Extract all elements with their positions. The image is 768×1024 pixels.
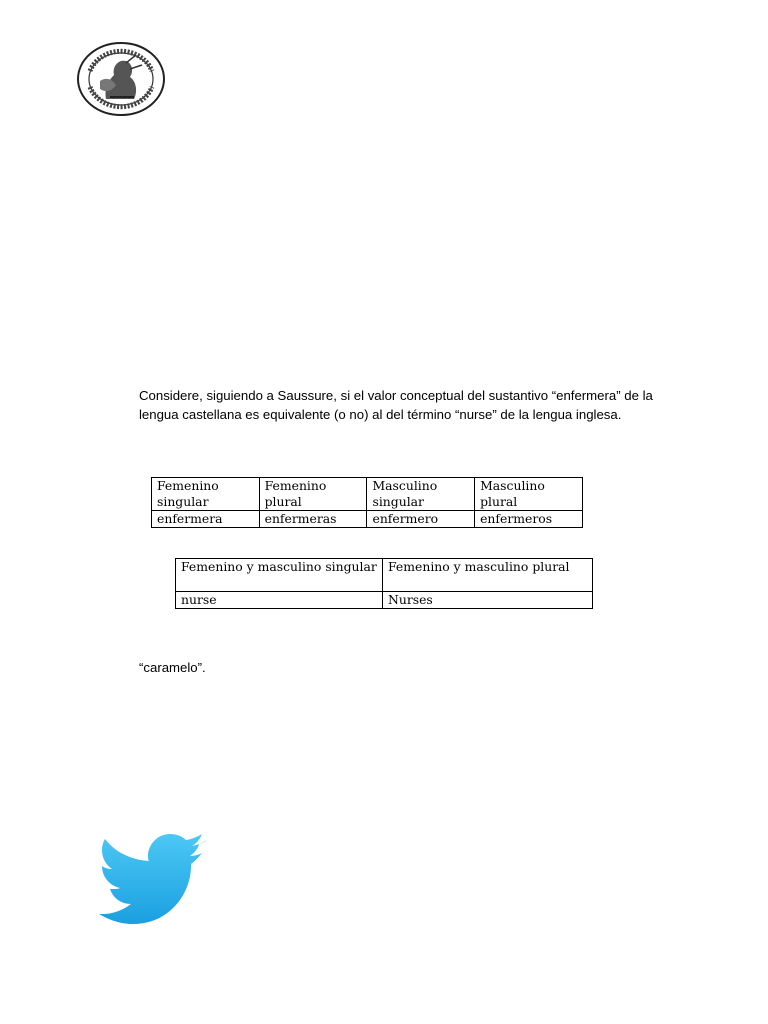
table-cell: enfermeros [475,511,583,528]
table-cell: enfermeras [259,511,367,528]
table-header-cell: Masculino singular [367,478,475,511]
table-header-row [176,559,593,592]
table-row [176,592,593,609]
table-cell: nurse [176,592,383,609]
caramelo-fragment: “caramelo”. [139,660,206,675]
spanish-forms-table [151,477,583,528]
table-cell: enfermera [152,511,260,528]
english-forms-table [175,558,593,609]
table-header-cell: Femenino y masculino singular [176,559,383,592]
table-header-cell: Masculino plural [475,478,583,511]
table-cell: Nurses [383,592,593,609]
table-row [152,511,583,528]
table-header-cell: Femenino singular [152,478,260,511]
question-text: Considere, siguiendo a Saussure, si el valor conceptual del sustantivo “enfermera” de la lengua castellana es equivalente (o no) al del término “nurse” de la lengua inglesa. [139,388,653,422]
university-seal-icon [76,41,166,117]
table-header-row [152,478,583,511]
twitter-bird-icon [99,834,209,924]
table-header-cell: Femenino y masculino plural [383,559,593,592]
table-cell: enfermero [367,511,475,528]
table-header-cell: Femenino plural [259,478,367,511]
